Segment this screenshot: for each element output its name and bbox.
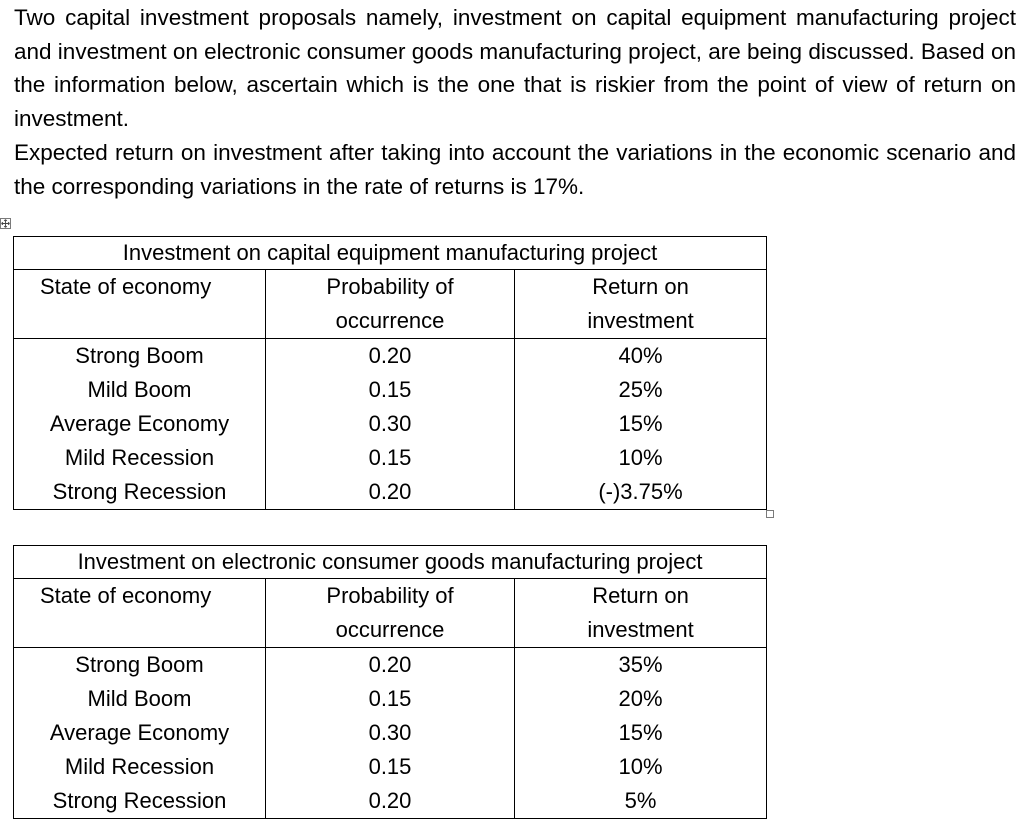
cell-return: 20%	[515, 682, 767, 716]
cell-return: 25%	[515, 373, 767, 407]
table-row	[14, 750, 767, 784]
cell-state: Mild Recession	[14, 441, 266, 475]
capital-equipment-table	[13, 236, 767, 510]
column-header-return: Return on investment	[515, 579, 767, 648]
cell-probability: 0.20	[266, 339, 515, 374]
cell-probability: 0.15	[266, 682, 515, 716]
table-caption: Investment on capital equipment manufacturing project	[14, 237, 767, 270]
column-header-state: State of economy	[14, 270, 266, 339]
cell-state: Mild Boom	[14, 373, 266, 407]
cell-return: 10%	[515, 441, 767, 475]
cell-return: (-)3.75%	[515, 475, 767, 510]
cell-return: 15%	[515, 716, 767, 750]
cell-probability: 0.15	[266, 441, 515, 475]
cell-state: Strong Boom	[14, 339, 266, 374]
cell-state: Mild Boom	[14, 682, 266, 716]
table-caption: Investment on electronic consumer goods manufacturing project	[14, 546, 767, 579]
cell-probability: 0.20	[266, 784, 515, 819]
column-header-return: Return on investment	[515, 270, 767, 339]
cell-state: Strong Recession	[14, 475, 266, 510]
cell-return: 40%	[515, 339, 767, 374]
table-row	[14, 648, 767, 683]
intro-paragraph-2: Expected return on investment after taking into account the variations in the economic scenario and the corresponding variations in the rate of returns is 17%.	[14, 140, 1016, 199]
cell-probability: 0.20	[266, 648, 515, 683]
table-row	[14, 784, 767, 819]
cell-state: Average Economy	[14, 716, 266, 750]
move-arrows-icon	[1, 219, 10, 228]
cell-state: Average Economy	[14, 407, 266, 441]
cell-probability: 0.15	[266, 750, 515, 784]
cell-state: Strong Boom	[14, 648, 266, 683]
table-row	[14, 682, 767, 716]
cell-return: 5%	[515, 784, 767, 819]
column-header-probability: Probability of occurrence	[266, 579, 515, 648]
cell-state: Strong Recession	[14, 784, 266, 819]
consumer-goods-table	[13, 545, 767, 819]
cell-return: 15%	[515, 407, 767, 441]
table-row	[14, 407, 767, 441]
table-row	[14, 373, 767, 407]
table-row	[14, 339, 767, 374]
cell-return: 10%	[515, 750, 767, 784]
cell-probability: 0.30	[266, 716, 515, 750]
table-resize-handle[interactable]	[766, 510, 774, 518]
cell-probability: 0.30	[266, 407, 515, 441]
cell-probability: 0.15	[266, 373, 515, 407]
table-row	[14, 475, 767, 510]
table-row	[14, 441, 767, 475]
cell-return: 35%	[515, 648, 767, 683]
column-header-state: State of economy	[14, 579, 266, 648]
cell-state: Mild Recession	[14, 750, 266, 784]
column-header-probability: Probability of occurrence	[266, 270, 515, 339]
table-move-handle[interactable]	[0, 218, 11, 229]
table-row	[14, 716, 767, 750]
cell-probability: 0.20	[266, 475, 515, 510]
intro-paragraph-1: Two capital investment proposals namely, investment on capital equipment manufacturing project and investment on electronic consumer goods manufacturing project, are being discussed. Based on the information below, ascertain which is the one that is riskier from the point of view of return on investment.	[14, 5, 1016, 131]
